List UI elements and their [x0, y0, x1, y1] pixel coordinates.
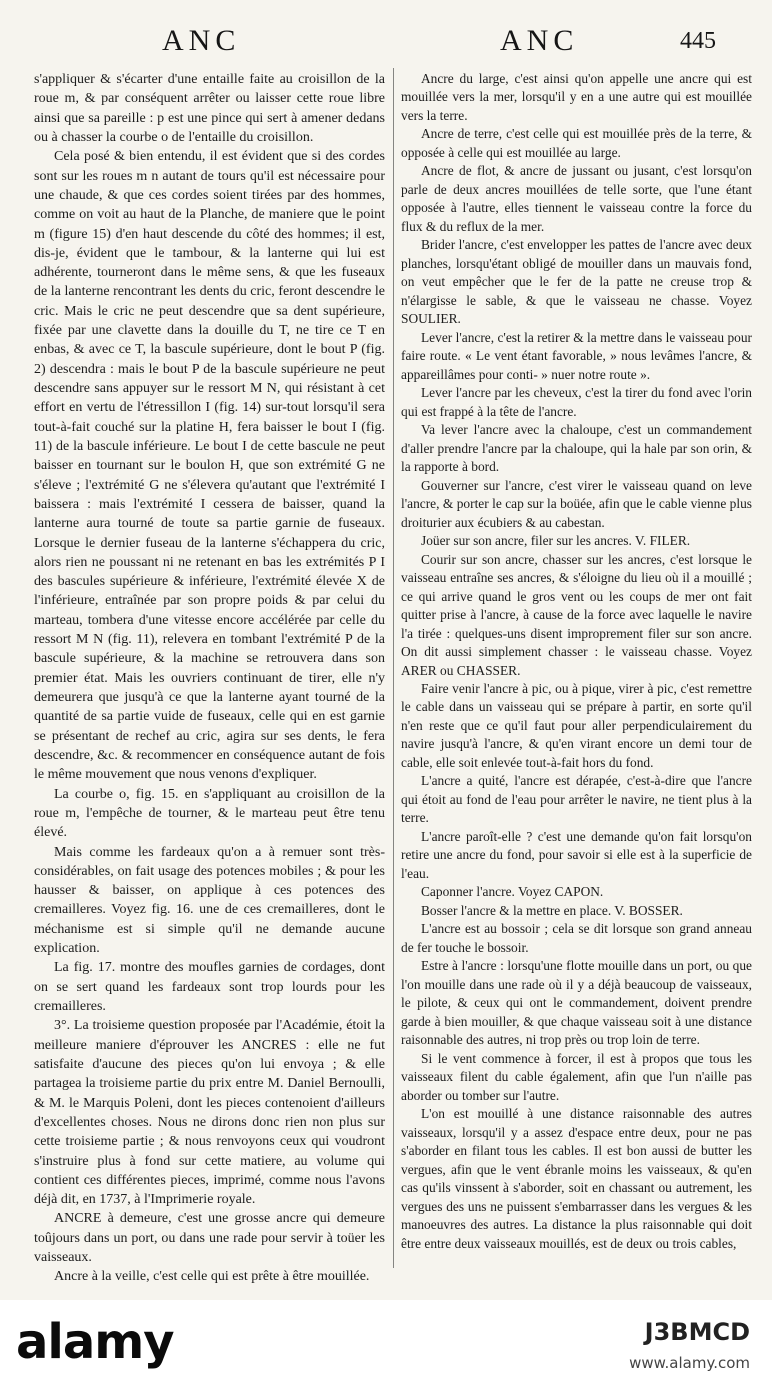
paragraph: Mais comme les fardeaux qu'on a à remuer sont très-considérables, on fait usage des potences mobiles ; & pour les hausser & baisser, on applique à ces potences des cremailleres. Voyez fig. 16. une de ces cremailleres, dont le méchanisme est si simple qu'il ne demande aucune explication. [34, 844, 385, 957]
paragraph: L'ancre a quité, l'ancre est dérapée, c'est-à-dire que l'ancre qui étoit au fond de l'eau pour arrêter le navire, ne tient plus à la terre. [401, 773, 752, 826]
paragraph: Faire venir l'ancre à pic, ou à pique, virer à pic, c'est remettre le cable dans un vaisseau qui se prépare à partir, en sorte qu'il n'en reste que ce qu'il faut pour aller perpendiculairement du navire jusqu'à l'ancre, & qu'en virant encore un demi tour de cable, elle soit enlevée tout-à-fait hors du fond. [401, 680, 752, 770]
paragraph: Gouverner sur l'ancre, c'est virer le vaisseau quand on leve l'ancre, & porter le cap sur la boüée, afin que le cable vienne plus droiturier aux écubiers & au cabestan. [401, 477, 752, 530]
left-column [34, 70, 385, 1287]
paragraph: Va lever l'ancre avec la chaloupe, c'est un commandement d'aller prendre l'ancre par la chaloupe, qui la hale par son orin, & la rapporte à bord. [401, 422, 752, 475]
column-rule [393, 68, 394, 1268]
paragraph: La courbe o, fig. 15. en s'appliquant au croisillon de la roue m, l'empêche de tourner, & le marteau peut être tenu élevé. [34, 786, 385, 841]
paragraph: Lever l'ancre par les cheveux, c'est la tirer du fond avec l'orin qui est frappé à la tête de l'ancre. [401, 385, 752, 419]
paragraph: Joüer sur son ancre, filer sur les ancres. V. FILER. [421, 533, 691, 549]
watermark-logo: alamy [16, 1314, 174, 1370]
paragraph: Ancre à la veille, c'est celle qui est prête à être mouillée. [54, 1269, 370, 1285]
paragraph: Si le vent commence à forcer, il est à propos que tous les vaisseaux filent du cable également, afin que l'un n'aille pas aborder ou tomber sur l'autre. [401, 1050, 752, 1103]
paragraph: Bosser l'ancre & la mettre en place. V. BOSSER. [421, 902, 683, 918]
paragraph: Brider l'ancre, c'est envelopper les pattes de l'ancre avec deux planches, lorsqu'étant obligé de mouiller dans un mauvais fond, on veut empêcher que le fer de la patte ne creuse trop & n'élargisse le sable, & que le vaisseau ne chasse. Voyez SOULIER. [401, 237, 752, 327]
right-column [401, 70, 752, 1253]
paragraph: L'on est mouillé à une distance raisonnable des autres vaisseaux, lorsqu'il y a assez d'espace entre deux, pour ne pas s'aborder en filant tous les cables. Il est bon aussi de butter les vergues, afin que le vent ébranle moins les vaisseaux, & qu'en cas qu'ils vinssent à s'aborder, soit en chassant ou autrement, les vergues des uns ne puissent s'embarrasser dans les vergues & les manoeuvres des autres. La distance la plus raisonnable qui doit être entre deux vaisseaux mouillés, est de deux ou trois cables, [401, 1106, 752, 1251]
paragraph: Ancre du large, c'est ainsi qu'on appelle une ancre qui est mouillée vers la mer, lorsqu'il y en a une autre qui est mouillée vers la terre. [401, 71, 752, 123]
paragraph: s'appliquer & s'écarter d'une entaille faite au croisillon de la roue m, & par conséquent arrêter ou laisser cette roue libre ainsi que sa pareille : p est une pince qui sert à amener dedans ou à chasser la courbe o de l'entaille du croisillon. [34, 72, 385, 145]
paragraph: Ancre de terre, c'est celle qui est mouillée près de la terre, & opposée à celle qui est mouillée au large. [401, 126, 752, 160]
paragraph: La fig. 17. montre des moufles garnies de cordages, dont on se sert quand les fardeaux sont trop lourds pour les cremailleres. [34, 960, 385, 1014]
running-head-left: ANC [162, 24, 241, 57]
paragraph: 3°. La troisieme question proposée par l'Académie, étoit la meilleure maniere d'éprouver les ANCRES : elle ne fut satisfaite d'aucune des pieces qu'on lui envoya ; & elle partagea la troisieme partie du prix entre M. Daniel Bernoulli, & M. le Marquis Poleni, dont les pieces contenoient d'ailleurs d'excellentes choses. Nous ne dirons donc rien non plus sur cette troisieme partie ; & nous renvoyons ceux qui voudront s'instruire plus à fond sur cette matiere, au volume qui contient ces différentes pieces, imprimé, comme nous l'avons déjà dit, en 1737, à l'Imprimerie royale. [34, 1018, 385, 1208]
paragraph: Ancre de flot, & ancre de jussant ou jusant, c'est lorsqu'on parle de deux ancres mouillées de telle sorte, que l'une étant opposée à l'autre, elles tiennent le vaisseau contre la force du flux & du reflux de la mer. [401, 163, 752, 234]
watermark-url: www.alamy.com [629, 1354, 750, 1372]
paragraph: Lever l'ancre, c'est la retirer & la mettre dans le vaisseau pour faire route. « Le vent étant favorable, » nous levâmes l'ancre, & appareillâmes pour conti- » nuer notre route ». [401, 329, 752, 382]
paragraph: Caponner l'ancre. Voyez CAPON. [421, 884, 604, 900]
watermark-image-id: J3BMCD [644, 1318, 750, 1346]
running-head-right: ANC [500, 24, 579, 57]
paragraph: Estre à l'ancre : lorsqu'une flotte mouille dans un port, ou que l'on mouille dans une rade où il y a déjà beaucoup de vaisseaux, le pilote, & ceux qui ont le commandement, doivent prendre garde à bien mouiller, & que chaque vaisseau soit à une distance raisonnable des autres, ni trop près ou trop loin de terre. [401, 958, 752, 1048]
paragraph: L'ancre est au bossoir ; cela se dit lorsque son grand anneau de fer touche le bossoir. [401, 921, 752, 955]
paragraph: ANCRE à demeure, c'est une grosse ancre qui demeure toûjours dans un port, ou dans une rade pour servir à toüer les vaisseaux. [34, 1211, 385, 1266]
paragraph: Cela posé & bien entendu, il est évident que si des cordes sont sur les roues m n autant de tours qu'il est nécessaire pour une chaude, & que ces cordes soient tirées par des hommes, comme on voit au haut de la Planche, de maniere que le point m (figure 15) d'en haut descende du côté des hommes; il est, dis-je, évident que le tambour, & la lanterne qui lui est adhérente, tourneront dans le même sens, & que les fuseaux de la lanterne rencontrant les dents du cric, feront descendre le cric. Mais le cric ne peut descendre que sa dent supérieure, fixée par une clavette dans la douille du T, ne tire ce T en enbas, & avec ce T, la bascule supérieure, dont le bout P (fig. 2) descendra : mais le bout P de la bascule supérieure ne peut descendre sans appuyer sur le ressort M N, qui résistant à cet effort en vertu de l'étressillon I (fig. 14) sur-tout lorsqu'il sera tout-à-fait couché sur la platine H, fera baisser le bout I (fig. 11) de la bascule inférieure. Le bout I de cette bascule ne peut baisser en tournant sur le boulon H, que son extrémité G ne s'éleve ; l'extrémité G ne s'élevera qu'autant que l'extrémité I baissera : mais l'extrémité I cessera de baisser, quand la lanterne aura tourné de toute sa partie garnie de fuseaux. Lorsque le dernier fuseau de la lanterne s'échappera du cric, alors rien ne poussant ni ne retenant en bas les extrémités P I des bascules supérieure & inférieure, l'extrémité élevée X de l'inférieure, entraînée par son propre poids & par celui du marteau, tombera d'une vitesse encore accélérée par celle du ressort M N (fig. 11), relevera en tombant l'extrémité P de la bascule supérieure, & la machine se retrouvera dans son premier état. Mais les ouvriers continuant de tirer, elle n'y demeurera que jusqu'à ce que la lanterne ayant tourné de la quantité de sa partie vuide de fuseaux, celle qui en est garnie se présentant de rechef au cric, agira sur ses dents, le fera descendre, &c. & recommencer en conséquence autant de fois le même mouvement que nous venons d'expliquer. [34, 149, 385, 783]
paragraph: L'ancre paroît-elle ? c'est une demande qu'on fait lorsqu'on retire une ancre du fond, pour savoir si elle est à la superficie de l'eau. [401, 828, 752, 881]
page-number: 445 [680, 28, 716, 54]
paragraph: Courir sur son ancre, chasser sur les ancres, c'est lorsque le vaisseau entraîne ses ancres, & s'éloigne du lieu où il a mouillé ; ce qui arrive quand le gros vent ou les coups de mer ont fait quitter prise à l'ancre, à cause de la force avec laquelle le navire l'a tirée : quelques-uns disent improprement filer sur son ancre. On dit aussi simplement chasser : le vaisseau chasse. Voyez ARER ou CHASSER. [401, 551, 752, 678]
